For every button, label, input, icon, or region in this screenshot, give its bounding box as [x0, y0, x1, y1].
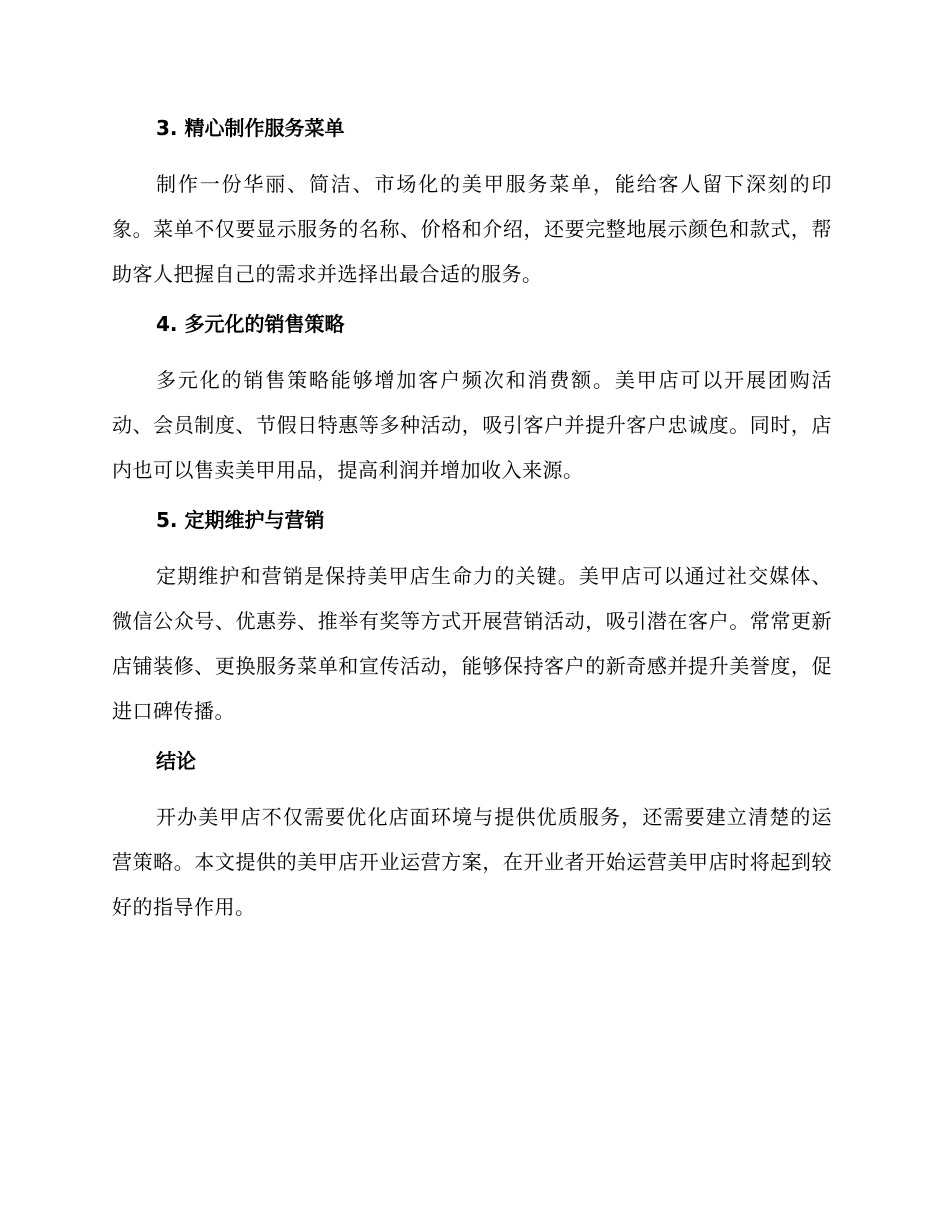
section-heading-conclusion: 结论: [156, 749, 196, 773]
section-body-menu: 制作一份华丽、简洁、市场化的美甲服务菜单，能给客人留下深刻的印象。菜单不仅要显示服务的名称、价格和介绍，还要完整地展示颜色和款式，帮助客人把握自己的需求并选择出最合适的服务。: [112, 172, 832, 286]
section-body-maintenance-marketing: 定期维护和营销是保持美甲店生命力的关键。美甲店可以通过社交媒体、微信公众号、优惠券、推举有奖等方式开展营销活动，吸引潜在客户。常常更新店铺装修、更换服务菜单和宣传活动，能够保持客户的新奇感并提升美誉度，促进口碑传播。: [112, 564, 832, 723]
section-body-conclusion: 开办美甲店不仅需要优化店面环境与提供优质服务，还需要建立清楚的运营策略。本文提供的美甲店开业运营方案，在开业者开始运营美甲店时将起到较好的指导作用。: [112, 805, 832, 919]
section-heading-maintenance-marketing: 5. 定期维护与营销: [156, 508, 325, 532]
section-heading-sales-strategy: 4. 多元化的销售策略: [156, 312, 345, 336]
document-content: [112, 113, 832, 930]
section-body-sales-strategy: 多元化的销售策略能够增加客户频次和消费额。美甲店可以开展团购活动、会员制度、节假日特惠等多种活动，吸引客户并提升客户忠诚度。同时，店内也可以售卖美甲用品，提高利润并增加收入来源。: [112, 368, 832, 482]
section-heading-menu: 3. 精心制作服务菜单: [156, 116, 345, 140]
